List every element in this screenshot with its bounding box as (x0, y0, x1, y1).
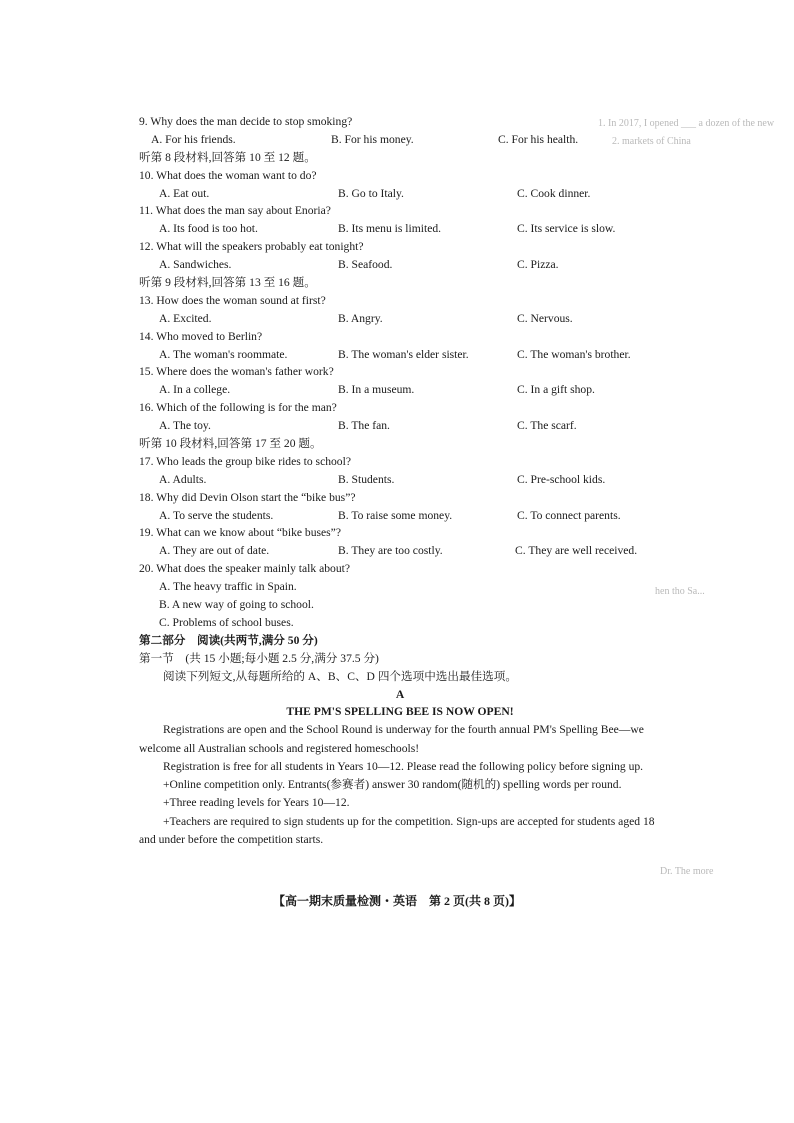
option-a: A. The heavy traffic in Spain. (159, 580, 297, 594)
option-row (139, 542, 661, 560)
section-heading: 第一节 (共 15 小题;每小题 2.5 分,满分 37.5 分) (139, 651, 379, 665)
bleed-through-text: 1. In 2017, I opened ___ a dozen of the new (598, 118, 775, 129)
question-group (139, 453, 661, 560)
option-c: C. The woman's brother. (517, 347, 631, 361)
option-b: B. Its menu is limited. (338, 222, 442, 236)
question-stem: 9. Why does the man decide to stop smoking? (139, 115, 353, 128)
section-instruction: 听第 10 段材料,回答第 17 至 20 题。 (139, 437, 322, 451)
option-b: B. To raise some money. (338, 508, 453, 522)
question-stem: 20. What does the speaker mainly talk about? (139, 562, 350, 576)
question-stem: 19. What can we know about “bike buses”? (139, 526, 341, 540)
option-c: C. Cook dinner. (517, 186, 591, 200)
option-c: C. They are well received. (515, 544, 638, 558)
option-c: C. Problems of school buses. (159, 615, 294, 629)
option-row (139, 131, 661, 149)
option-row (139, 381, 661, 399)
option-a: A. Sandwiches. (159, 258, 232, 272)
option-a: A. The toy. (159, 419, 211, 433)
option-b: B. A new way of going to school. (159, 598, 314, 612)
part-heading: 第二部分 阅读(共两节,满分 50 分) (139, 633, 318, 647)
passage-paragraph: +Three reading levels for Years 10—12. (163, 796, 350, 810)
option-a: A. To serve the students. (159, 508, 274, 522)
question-stem: 17. Who leads the group bike rides to school? (139, 454, 351, 468)
bleed-through-text: Dr. The more (660, 866, 714, 877)
option-b: B. Seafood. (338, 258, 393, 272)
option-c: C. For his health. (498, 132, 579, 146)
question-stem: 15. Where does the woman's father work? (139, 365, 334, 379)
option-b: B. They are too costly. (338, 544, 443, 558)
question-stem: 12. What will the speakers probably eat tonight? (139, 240, 364, 254)
page-footer: 【高一期末质量检测・英语 第 2 页(共 8 页)】 (273, 894, 521, 908)
option-row (139, 256, 661, 274)
passage-paragraph: +Teachers are required to sign students up for the competition. Sign-ups are accepted for students aged 18 and under before the competition starts. (139, 814, 655, 847)
option-row (139, 346, 661, 364)
question-stem: 10. What does the woman want to do? (139, 168, 317, 182)
option-b: B. For his money. (331, 132, 414, 146)
option-c: C. The scarf. (517, 419, 577, 433)
question-group (139, 560, 661, 632)
option-c: C. In a gift shop. (517, 383, 595, 397)
question-group (139, 113, 661, 149)
option-c: C. To connect parents. (517, 508, 621, 522)
bleed-through-text: 2. markets of China (612, 136, 691, 147)
bleed-through-text: hen tho Sa... (655, 586, 705, 597)
option-a: A. Its food is too hot. (159, 222, 258, 236)
option-a: A. Adults. (159, 472, 207, 486)
passage-paragraph: Registration is free for all students in Years 10—12. Please read the following policy before signing up. (163, 759, 644, 773)
option-row (139, 417, 661, 435)
section-instruction: 听第 8 段材料,回答第 10 至 12 题。 (139, 150, 316, 164)
passage-title: THE PM'S SPELLING BEE IS NOW OPEN! (286, 705, 514, 719)
option-b: B. Students. (338, 472, 395, 486)
passage-letter: A (395, 687, 405, 701)
option-row (139, 185, 661, 203)
question-stem: 11. What does the man say about Enoria? (139, 204, 331, 218)
option-b: B. The fan. (338, 419, 390, 433)
option-b: B. Angry. (338, 311, 383, 325)
exam-content (139, 113, 661, 849)
option-a: A. In a college. (159, 383, 231, 397)
option-c: C. Pizza. (517, 258, 559, 272)
option-a: A. The woman's roommate. (159, 347, 288, 361)
question-stem: 13. How does the woman sound at first? (139, 293, 326, 307)
section-instruction: 听第 9 段材料,回答第 13 至 16 题。 (139, 276, 316, 290)
reading-instruction: 阅读下列短文,从每题所给的 A、B、C、D 四个选项中选出最佳选项。 (163, 669, 517, 683)
option-a: A. They are out of date. (159, 544, 270, 558)
option-a: A. Excited. (159, 311, 212, 325)
option-b: B. The woman's elder sister. (338, 347, 469, 361)
option-a: A. Eat out. (159, 186, 210, 200)
option-c: C. Pre-school kids. (517, 472, 606, 486)
option-c: C. Its service is slow. (517, 222, 616, 236)
question-stem: 16. Which of the following is for the man? (139, 401, 337, 415)
option-b: B. In a museum. (338, 383, 415, 397)
option-row (139, 507, 661, 525)
option-row (139, 220, 661, 238)
option-row (139, 471, 661, 489)
option-b: B. Go to Italy. (338, 186, 404, 200)
option-c: C. Nervous. (517, 311, 573, 325)
question-group (139, 292, 661, 435)
question-stem: 14. Who moved to Berlin? (139, 329, 263, 343)
passage-paragraph: Registrations are open and the School Round is underway for the fourth annual PM's Spelling Bee—we welcome all Australian schools and registered homeschools! (139, 723, 644, 755)
option-row (139, 310, 661, 328)
passage-paragraph: +Online competition only. Entrants(参赛者) answer 30 random(随机的) spelling words per round. (163, 778, 622, 792)
question-group (139, 167, 661, 274)
question-stem: 18. Why did Devin Olson start the “bike bus”? (139, 490, 356, 504)
option-a: A. For his friends. (151, 132, 236, 146)
